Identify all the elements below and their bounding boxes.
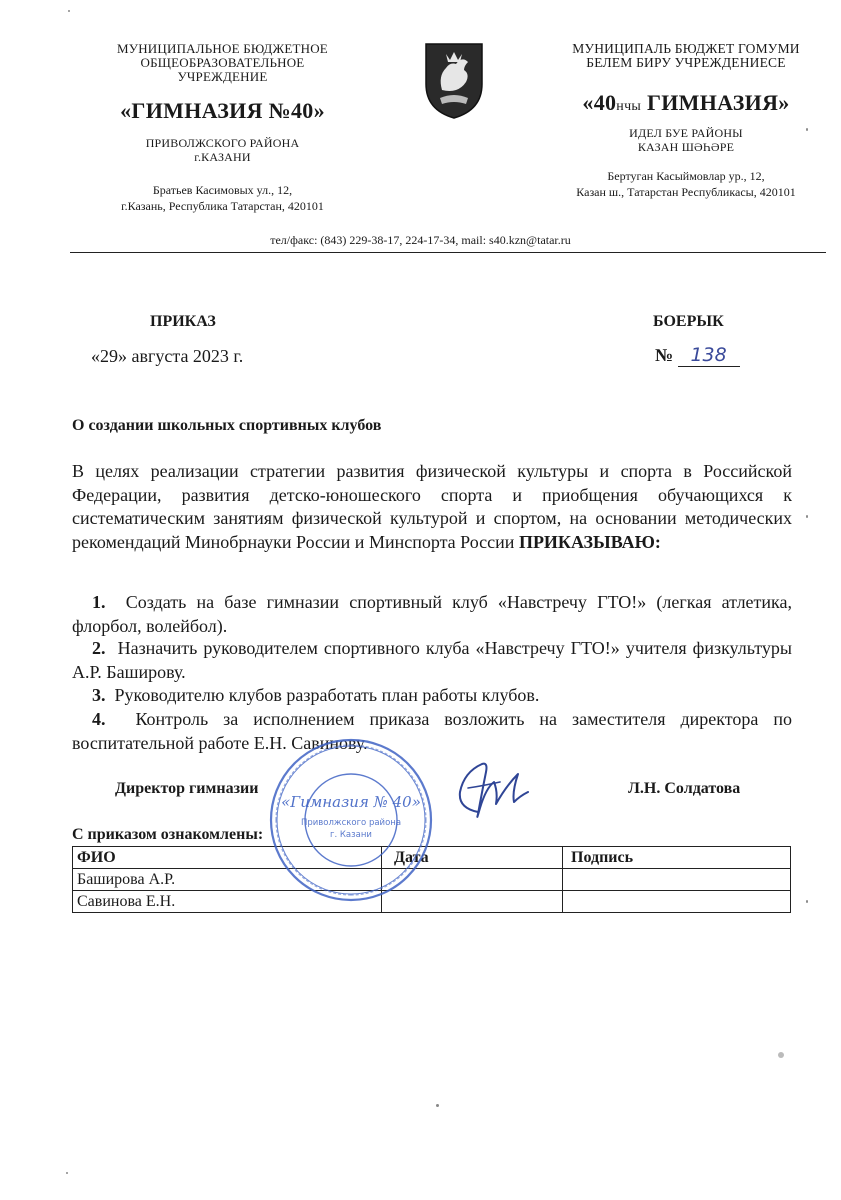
school-name-tt-suffix: нчы: [616, 99, 642, 114]
stamp-center-line3: г. Казани: [330, 830, 372, 840]
scan-speck: [806, 128, 808, 131]
address-ru-line1: Братьев Касимовых ул., 12,: [152, 183, 293, 197]
table-cell-fio: Баширова А.Р.: [73, 869, 382, 891]
scan-speck: [436, 1104, 439, 1107]
order-number: [655, 344, 740, 367]
preamble-paragraph: [72, 460, 792, 554]
column-header-signature: Подпись: [563, 847, 791, 869]
stamp-center-line2: Приволжского района: [300, 818, 402, 828]
order-number-label: №: [655, 345, 674, 365]
contacts-line: тел/факс: (843) 229-38-17, 224-17-34, mail: s40.kzn@tatar.ru: [270, 233, 571, 247]
order-item-text: Назначить руководителем спортивного клуба «Навстречу ГТО!» учителя физкультуры А.Р. Баширову.: [72, 638, 792, 682]
table-cell-signature: [563, 891, 791, 913]
order-number-value: 138: [678, 344, 740, 367]
table-cell-fio: Савинова Е.Н.: [73, 891, 382, 913]
order-item-number: 4.: [92, 709, 106, 729]
order-item-number: 2.: [92, 638, 106, 658]
director-name: Л.Н. Солдатова: [628, 780, 741, 797]
order-item-text: Руководителю клубов разработать план работы клубов.: [114, 685, 540, 705]
district-ru-line1: ПРИВОЛЖСКОГО РАЙОНА: [145, 136, 300, 150]
order-label-tt: БОЕРЫК: [653, 313, 724, 330]
director-position: Директор гимназии: [115, 780, 259, 797]
order-item-number: 1.: [92, 592, 106, 612]
stamp-center-line1: «Гимназия № 40»: [281, 793, 421, 811]
school-name-tt: [540, 90, 832, 116]
district-ru-line2: г.КАЗАНИ: [194, 150, 251, 164]
kazan-coat-of-arms-icon: [420, 40, 488, 120]
address-tt-line2: Казан ш., Татарстан Республикасы, 420101: [576, 185, 796, 199]
order-item: [72, 637, 792, 684]
header-left-block: [70, 42, 375, 214]
prikazyvayu-label: ПРИКАЗЫВАЮ:: [518, 531, 661, 552]
order-item: [72, 684, 792, 708]
order-item: [72, 591, 792, 638]
scan-speck: [806, 900, 808, 903]
scan-speck: [68, 10, 70, 12]
acknowledgement-label: С приказом ознакомлены:: [72, 826, 264, 843]
scan-speck: [806, 515, 808, 518]
table-cell-signature: [563, 869, 791, 891]
order-item-text: Создать на базе гимназии спортивный клуб «Навстречу ГТО!» (легкая атлетика, флорбол, волейбол).: [72, 592, 792, 636]
org-name-ru-line3: УЧРЕЖДЕНИЕ: [177, 69, 268, 84]
director-signature: [448, 752, 538, 824]
header-divider: [70, 252, 826, 253]
column-header-date: Дата: [382, 847, 563, 869]
scan-speck: [778, 1052, 784, 1058]
address-ru-line2: г.Казань, Республика Татарстан, 420101: [121, 199, 324, 213]
org-name-ru-line2: ОБЩЕОБРАЗОВАТЕЛЬНОЕ: [140, 55, 305, 70]
order-date: «29» августа 2023 г.: [91, 346, 244, 366]
school-name-ru: «ГИМНАЗИЯ №40»: [120, 98, 325, 123]
preamble-text: В целях реализации стратегии развития физической культуры и спорта в Российской Федерации, развития детско-юношеского спорта и приобщения обучающихся к систематическим занятиям физической культурой и спортом, на основании методических рекомендаций Минобрнауки России и Минспорта России: [72, 461, 792, 552]
order-item-text: Контроль за исполнением приказа возложить на заместителя директора по воспитательной работе Е.Н. Савинову.: [72, 709, 792, 753]
org-name-tt-line2: БЕЛЕМ БИРУ УЧРЕЖДЕНИЕСЕ: [586, 55, 786, 70]
org-name-tt-line1: МУНИЦИПАЛЬ БЮДЖЕТ ГОМУМИ: [572, 41, 800, 56]
order-label-ru: ПРИКАЗ: [150, 313, 216, 330]
org-name-ru-line1: МУНИЦИПАЛЬНОЕ БЮДЖЕТНОЕ: [117, 41, 328, 56]
order-title: О создании школьных спортивных клубов: [72, 417, 382, 434]
column-header-fio: ФИО: [73, 847, 382, 869]
order-item-number: 3.: [92, 685, 106, 705]
school-name-tt-prefix: «40: [582, 90, 617, 115]
school-name-tt-main: ГИМНАЗИЯ»: [641, 90, 790, 115]
district-tt-line1: ИДЕЛ БУЕ РАЙОНЫ: [629, 126, 743, 140]
district-tt-line2: КАЗАН ШӘҺӘРЕ: [637, 140, 735, 154]
scan-speck: [66, 1172, 68, 1174]
official-stamp: [266, 735, 436, 905]
address-tt-line1: Бертуган Касыймовлар ур., 12,: [607, 169, 765, 183]
header-right-block: [540, 42, 832, 200]
